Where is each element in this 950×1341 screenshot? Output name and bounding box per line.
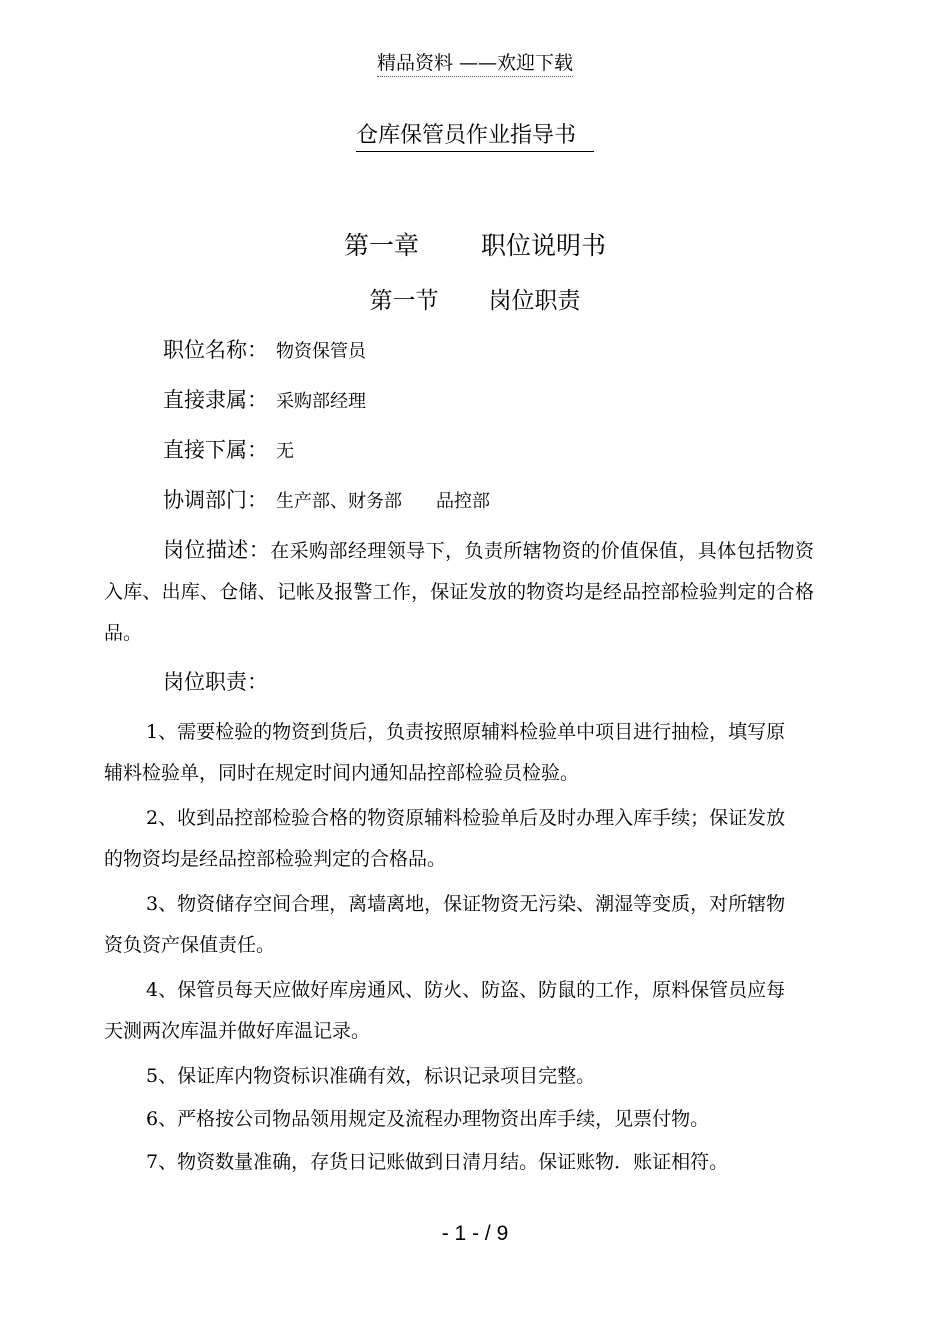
page-number: - 1 - / 9 [441, 1222, 509, 1245]
document-title-text: 仓库保管员作业指导书 [356, 123, 594, 152]
list-item: 7、物资数量准确，存货日记账做到日清月结。保证账物．账证相符。 [146, 1151, 729, 1173]
section-heading [0, 282, 950, 315]
list-item: 4、保管员每天应做好库房通风、防火、防盗、防鼠的工作，原料保管员应每天测两次库温并做好库温记录。 [104, 979, 786, 1042]
list-item: 2、收到品控部检验合格的物资原辅料检验单后及时办理入库手续；保证发放的物资均是经品控部检验判定的合格品。 [104, 807, 786, 870]
field-value: 无 [276, 441, 294, 462]
header-text: 精品资料 ——欢迎下载 [377, 52, 573, 77]
field-label: 职位名称： [163, 338, 268, 362]
field-value: 采购部经理 [276, 391, 366, 412]
field-label: 直接下属： [163, 438, 268, 462]
list-item: 3、物资储存空间合理，离墙离地，保证物资无污染、潮湿等变质，对所辖物资负资产保值责任。 [104, 893, 786, 956]
field-label: 直接隶属： [163, 388, 268, 412]
chapter-title: 职位说明书 [481, 231, 607, 260]
field-subordinates [163, 434, 294, 464]
field-label: 协调部门： [163, 488, 268, 512]
chapter-heading [0, 226, 950, 262]
document-title [0, 118, 950, 149]
field-value: 生产部、财务部 [276, 491, 402, 512]
section-number: 第一节 [369, 288, 439, 314]
description-paragraph [104, 530, 814, 654]
description-label: 岗位描述： [163, 538, 271, 562]
field-position-name [163, 334, 366, 364]
field-value-2: 品控部 [436, 491, 490, 512]
field-reports-to [163, 384, 366, 414]
chapter-number: 第一章 [343, 231, 419, 260]
section-title: 岗位职责 [488, 288, 581, 314]
field-value: 物资保管员 [276, 341, 366, 362]
duties-label: 岗位职责： [163, 670, 268, 694]
list-item: 5、保证库内物资标识准确有效，标识记录项目完整。 [146, 1065, 596, 1087]
description-text: 在采购部经理领导下，负责所辖物资的价值保值，具体包括物资入库、出库、仓储、记帐及报警工作，保证发放的物资均是经品控部检验判定的合格品。 [104, 540, 814, 644]
list-item: 1、需要检验的物资到货后，负责按照原辅料检验单中项目进行抽检，填写原辅料检验单，同时在规定时间内通知品控部检验员检验。 [104, 721, 786, 784]
field-coordination [163, 484, 490, 514]
list-item: 6、严格按公司物品领用规定及流程办理物资出库手续，见票付物。 [146, 1108, 710, 1130]
page-header [0, 48, 950, 75]
